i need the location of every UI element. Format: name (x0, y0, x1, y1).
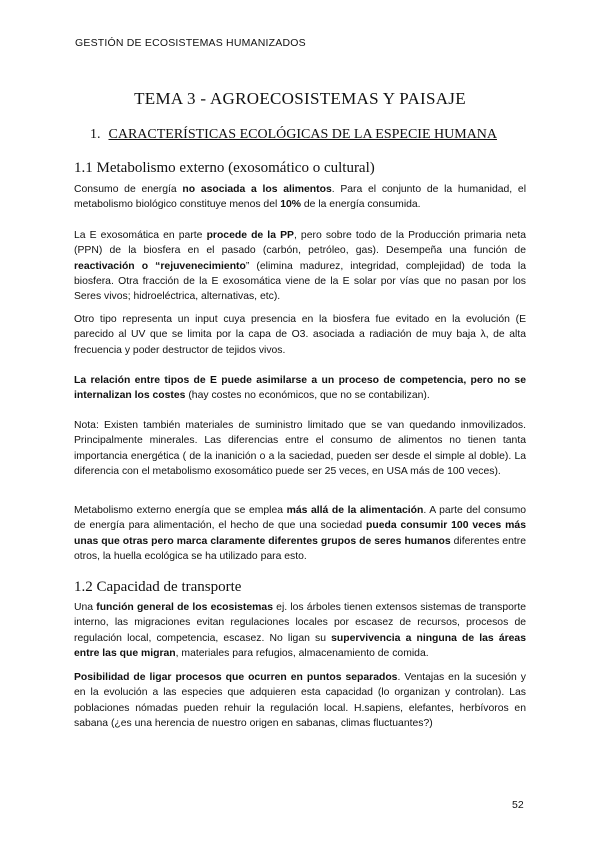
chapter-title: TEMA 3 - AGROECOSISTEMAS Y PAISAJE (134, 89, 466, 108)
bold-run: más allá de la alimentación (286, 505, 424, 516)
bold-run: supervivencia a ninguna de las áreas entre las que migran (74, 632, 526, 659)
bold-run: pueda consumir 100 veces más unas que otras pero marca claramente diferentes grupos de seres humanos (74, 520, 526, 547)
paragraph-otro-tipo: Otro tipo representa un input cuya presencia en la biosfera fue evitado en la evolución (E parecido al UV que se limita por la capa de O3. asociada a radiación de muy baja λ, de alta frecuencia y poder destructor de tejidos vivos. (74, 314, 526, 356)
text-run: Una (74, 602, 97, 613)
text-run: Consumo de energía (74, 184, 183, 195)
running-head: GESTIÓN DE ECOSISTEMAS HUMANIZADOS (75, 37, 306, 49)
bold-run: no asociada a los alimentos (182, 184, 332, 195)
section-number: 1. (90, 127, 101, 142)
paragraph-relacion (74, 373, 526, 404)
paragraph-nota: Nota: Existen también materiales de suministro limitado que se van quedando inmovilizados. Principalmente minerales. Las diferencias entre el consumo de alimentos no tienen tanta importancia energética ( de la inanición o a la saciedad, pueden ser desde el simple al doble). La diferencia con el metabolismo exosomático puede ser 25 veces, en USA más de 100 veces). (74, 420, 526, 477)
text-run: de la energía consumida. (301, 199, 421, 211)
paragraph-metabolismo-externo (74, 503, 526, 564)
bold-run: procede de la PP (206, 230, 294, 241)
section-title-text: CARACTERÍSTICAS ECOLÓGICAS DE LA ESPECIE HUMANA (108, 127, 498, 142)
paragraph-posibilidad (74, 670, 526, 731)
text-run: (hay costes no económicos, que no se contabilizan). (185, 390, 430, 402)
paragraph-consumo (74, 182, 526, 213)
text-run: ” (elimina madurez, integridad, complejidad) de toda la biosfera. Otra fracción de la E exosomática viene de la E solar por vías que no pasan por los Seres vivos; hidroeléctrica, alternativas, etc). (74, 260, 526, 303)
subsection-heading-1-1: 1.1 Metabolismo externo (exosomático o cultural) (74, 160, 375, 176)
text-run: . Ventajas en la sucesión y en la evolución a las especies que adquieren esta capacidad (lo organizan y controlan). Las poblaciones nómadas pueden rehuir la regulación local. H.sapiens, elefantes, herbívoros en sabana (¿es una herencia de nuestro origen en sabanas, climas fluctuantes?) (74, 672, 526, 729)
text-run: diferentes entre otros, la huella ecológica se ha utilizado para esto. (74, 535, 526, 562)
text-run: . Para el conjunto de la humanidad, el metabolismo biológico constituye menos del (74, 184, 526, 211)
text-run: , materiales para refugios, almacenamiento de comida. (175, 647, 429, 659)
text-run: . A parte del consumo de energía para alimentación, el hecho de que una sociedad (74, 505, 527, 532)
text-run: Metabolismo externo energía que se emplea (74, 505, 287, 516)
bold-run: La relación entre tipos de E puede asimilarse a un proceso de competencia, pero no se internalizan los costes (74, 375, 526, 402)
bold-run: reactivación o “rejuvenecimiento (74, 260, 246, 272)
text-run: , pero sobre todo de la Producción primaria neta (PPN) de la biosfera en el pasado (carbón, petróleo, gas). Desempeña una función de (74, 230, 527, 257)
page-number: 52 (512, 799, 524, 811)
paragraph-funcion-general (74, 600, 526, 661)
text-run: ej. los árboles tienen extensos sistemas de transporte interno, las migraciones evitan regulaciones locales por escasez de recursos, procesos de regulación local, competencia, escasez. No ligan su (74, 602, 527, 644)
paragraph-exosomatica (74, 228, 526, 304)
text-run: La E exosomática en parte (74, 230, 207, 241)
section-heading (90, 127, 497, 143)
subsection-heading-1-2: 1.2 Capacidad de transporte (74, 579, 242, 595)
bold-run: función general de los ecosistemas (96, 602, 273, 613)
bold-run: 10% (280, 199, 301, 211)
bold-run: Posibilidad de ligar procesos que ocurren en puntos separados (74, 672, 398, 683)
